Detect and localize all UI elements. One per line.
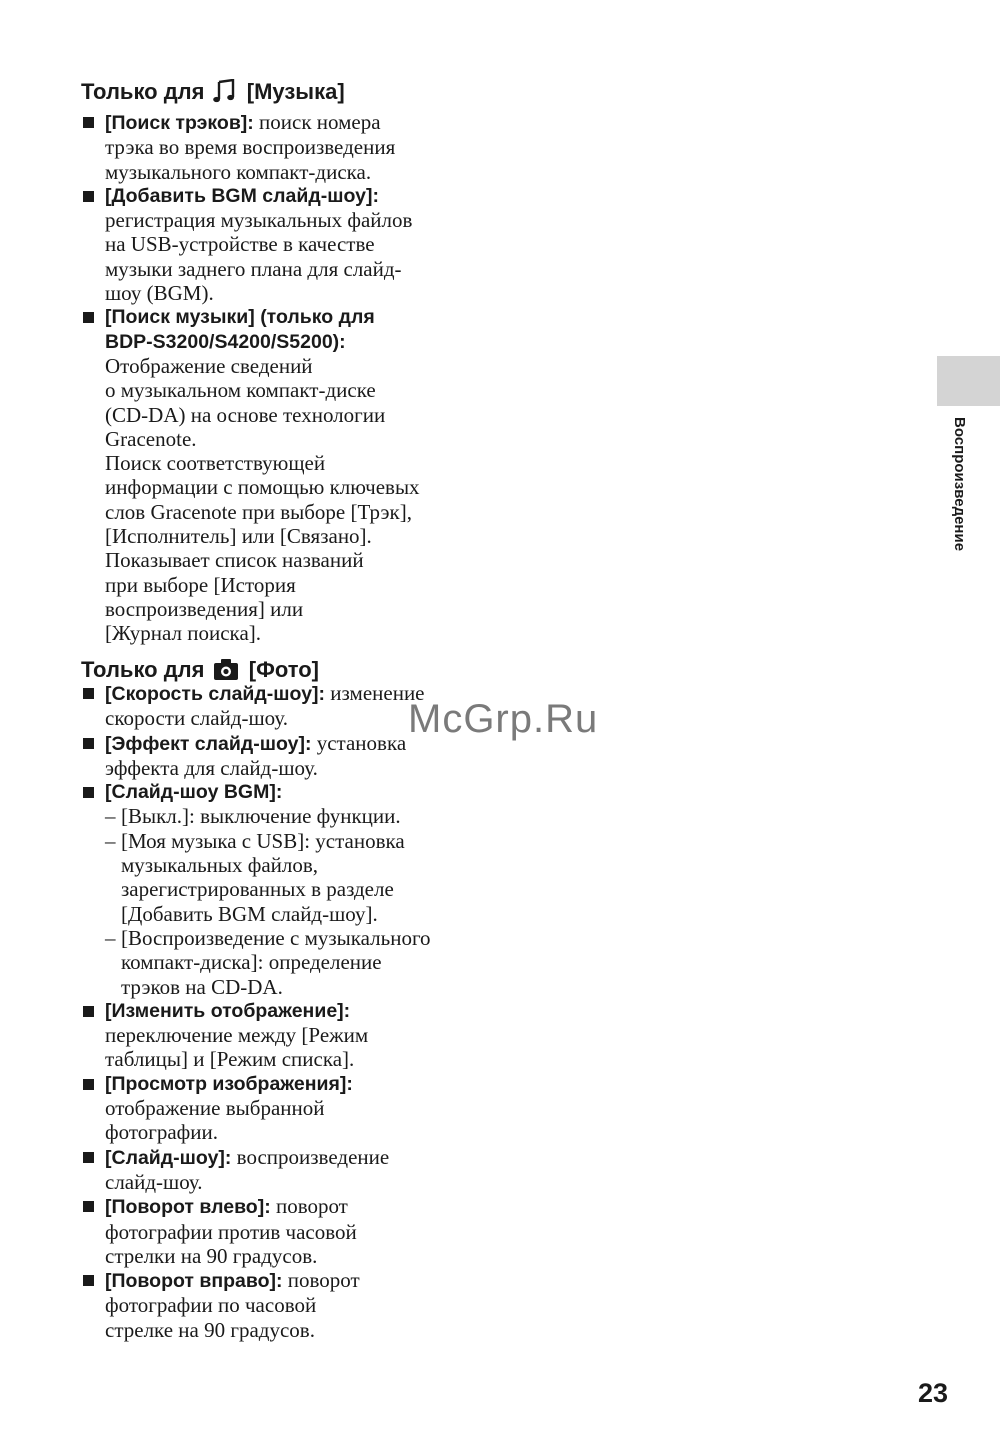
item-text: фотографии. [105,1120,218,1145]
item-label: [Поиск трэков]: [105,112,254,134]
list-item [81,1145,481,1195]
list-item [81,1268,481,1342]
item-text: (CD-DA) на основе технологии [105,402,386,427]
item-text: стрелки на 90 градусов. [105,1243,318,1268]
item-text: музыки заднего плана для слайд- [105,256,402,281]
photo-options-list [81,681,481,1342]
item-text: [Исполнитель] или [Связано]. [105,524,372,549]
photo-heading-suffix: [Фото] [248,657,319,682]
list-item [81,780,481,999]
item-text: поворот [270,1194,348,1219]
bullet-square [83,1152,94,1163]
item-text: слов Gracenote при выборе [Трэк], [105,499,413,524]
item-text: [Выкл.]: выключение функции. [121,804,401,829]
bullet-square [83,1079,94,1090]
item-label: [Просмотр изображения]: [105,1072,353,1095]
item-label: [Изменить отображение]: [105,999,351,1022]
item-label: [Поворот вправо]: [105,1270,283,1293]
item-text: воспроизведения] или [105,596,304,621]
item-text: о музыкальном компакт-диске [105,378,376,403]
item-text: установка [311,730,407,755]
item-text: Поиск соответствующей [105,451,326,476]
item-text: скорости слайд-шоу. [105,706,289,731]
item-label: [Скорость слайд-шоу]: [105,683,326,705]
bullet-square [83,787,94,798]
item-label: [Слайд-шоу]: [105,1146,232,1169]
music-note-icon [213,79,237,109]
list-item [81,999,481,1072]
bullet-square [83,1006,94,1017]
bullet-square [83,191,94,202]
bullet-square [83,1275,94,1286]
item-text: музыкальных файлов, [121,853,319,878]
item-text: слайд-шоу. [105,1169,203,1194]
item-label: [Поиск музыки] (только для [105,306,375,329]
item-text: регистрация музыкальных файлов [105,208,413,233]
item-text: фотографии против часовой [105,1219,357,1244]
list-item [81,1072,481,1145]
music-options-list [81,110,481,646]
item-text: шоу (BGM). [105,281,214,306]
list-item [81,184,481,305]
item-text: изменение [325,681,425,705]
item-label: [Добавить BGM слайд-шоу]: [105,184,379,207]
item-text: фотографии по часовой [105,1293,317,1318]
bullet-square [83,312,94,323]
photo-heading-prefix: Только для [81,657,205,682]
chapter-side-label: Воспроизведение [951,417,968,552]
item-text: поворот [282,1268,360,1293]
sub-item [105,829,481,926]
dash-marker: – [105,804,116,829]
list-item [81,305,481,645]
item-text: информации с помощью ключевых [105,475,420,500]
item-text: зарегистрированных в разделе [121,877,394,902]
item-text: переключение между [Режим [105,1023,369,1048]
item-text: трэка во время воспроизведения [105,135,396,160]
item-text: музыкального компакт-диска. [105,159,372,184]
item-text: [Журнал поиска]. [105,621,262,646]
item-text: поиск номера [253,110,381,134]
bullet-square [83,1201,94,1212]
list-item [81,1194,481,1268]
item-text: воспроизведение [231,1144,390,1169]
chapter-side-tab [937,356,1000,406]
dash-marker: – [105,925,116,950]
bullet-square [83,117,94,128]
item-text: [Моя музыка с USB]: установка [121,828,405,853]
item-text: таблицы] и [Режим списка]. [105,1047,355,1072]
item-text: [Добавить BGM слайд-шоу]. [121,901,378,926]
bullet-square [83,688,94,699]
music-heading-suffix: [Музыка] [246,79,345,104]
watermark: McGrp.Ru [408,697,599,741]
sub-item [105,804,481,828]
item-text: компакт-диска]: определение [121,950,382,975]
music-section-heading [81,79,345,109]
item-label: [Слайд-шоу BGM]: [105,781,283,804]
item-text: стрелке на 90 градусов. [105,1317,315,1342]
item-text: отображение выбранной [105,1096,325,1121]
item-text: Отображение сведений [105,353,313,378]
item-text: трэков на CD-DA. [121,974,283,999]
item-label: [Поворот влево]: [105,1196,271,1219]
item-text: эффекта для слайд-шоу. [105,755,318,780]
item-label: BDP-S3200/S4200/S5200): [105,330,346,353]
list-item [81,110,481,184]
page-number: 23 [918,1378,949,1408]
sub-item [105,926,481,999]
item-text: [Воспроизведение с музыкального [121,925,431,950]
music-heading-prefix: Только для [81,79,205,104]
item-text: Показывает список названий [105,548,364,573]
item-text: на USB-устройстве в качестве [105,232,375,257]
item-text: при выборе [История [105,572,296,597]
item-text: Gracenote. [105,426,197,451]
item-label: [Эффект слайд-шоу]: [105,732,312,755]
bullet-square [83,738,94,749]
dash-marker: – [105,828,116,853]
